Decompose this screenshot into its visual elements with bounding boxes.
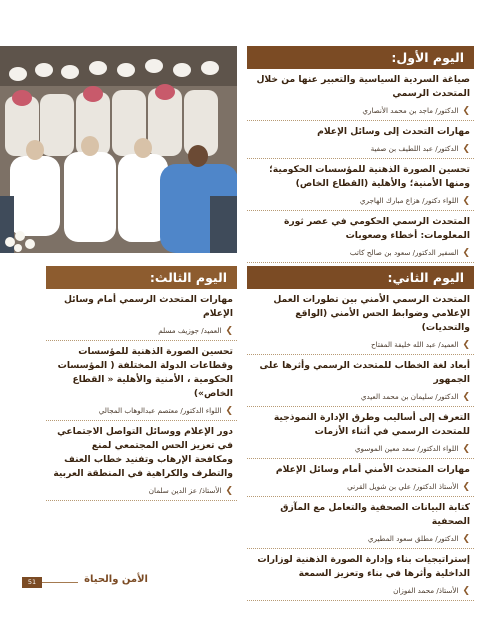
day1-session-1 <box>247 69 474 121</box>
session-speaker <box>247 390 474 406</box>
session-title: مهارات المتحدث الرسمي أمام وسائل الإعلام <box>63 294 233 319</box>
speaker-name: الدكتور/ سليمان بن محمد العيدي <box>360 392 459 401</box>
chevron-left-icon: ❯ <box>462 196 470 206</box>
speaker-name: الدكتور/ مطلق سعود المطيري <box>367 534 459 543</box>
chevron-left-icon: ❯ <box>462 144 470 154</box>
chevron-left-icon: ❯ <box>462 444 470 454</box>
chevron-left-icon: ❯ <box>462 248 470 258</box>
day2-session-1 <box>247 289 474 355</box>
chevron-left-icon: ❯ <box>225 486 233 496</box>
session-title: دور الإعلام ووسائل التواصل الاجتماعي في تعزيز الحس المجتمعي لمنع ومكافحة الإرهاب وتفنيد خطاب العنف والتطرف والكراهية في المنطقة العربية <box>53 426 233 479</box>
day2-session-4 <box>247 459 474 497</box>
session-title: إستراتيجيات بناء وإدارة الصورة الذهنية لوزارات الداخلية وأثرها في بناء وتعزيز السمعة <box>257 554 470 579</box>
day3-header: اليوم الثالث: <box>46 266 237 289</box>
day3-session-3 <box>46 421 237 501</box>
day2-section <box>247 266 474 601</box>
speaker-name: العميد/ عبد الله خليفة المفتاح <box>371 340 459 349</box>
speaker-name: الدكتور/ عبد اللطيف بن صفية <box>370 144 459 153</box>
speaker-name: اللواء دكتور/ هزاع مبارك الهاجري <box>359 196 459 205</box>
day1-header: اليوم الأول: <box>247 46 474 69</box>
speaker-name: اللواء الدكتور/ سعد معين الموسوي <box>354 444 459 453</box>
audience-illustration <box>0 46 237 253</box>
footer-divider <box>42 582 78 583</box>
day1-section <box>247 46 474 263</box>
day3-session-1 <box>46 289 237 341</box>
conference-audience-photo <box>0 46 237 253</box>
day1-session-4 <box>247 211 474 263</box>
session-speaker <box>247 442 474 458</box>
speaker-name: الأستاذ الدكتور/ علي بن شويل القرني <box>347 482 459 491</box>
page-number: 51 <box>22 577 42 588</box>
day3-session-2 <box>46 341 237 421</box>
session-speaker <box>46 484 237 500</box>
speaker-name: السفير الدكتور/ سعود بن صالح كاتب <box>349 248 459 257</box>
session-speaker <box>247 338 474 354</box>
chevron-left-icon: ❯ <box>462 586 470 596</box>
session-speaker <box>247 532 474 548</box>
session-title: أبعاد لغة الخطاب للمتحدث الرسمي وأثرها على الجمهور <box>259 360 470 385</box>
session-speaker <box>247 104 474 120</box>
session-title: التعرف إلى أساليب وطرق الإدارة النموذجية للمتحدث الرسمي في أثناء الأزمات <box>273 412 470 437</box>
day2-header: اليوم الثاني: <box>247 266 474 289</box>
chevron-left-icon: ❯ <box>462 392 470 402</box>
day1-session-2 <box>247 121 474 159</box>
session-speaker <box>247 142 474 158</box>
chevron-left-icon: ❯ <box>225 406 233 416</box>
chevron-left-icon: ❯ <box>225 326 233 336</box>
session-title: كتابة البيانات الصحفية والتعامل مع المآزق الصحفية <box>280 502 470 527</box>
day2-session-2 <box>247 355 474 407</box>
chevron-left-icon: ❯ <box>462 106 470 116</box>
session-speaker <box>46 404 237 420</box>
chevron-left-icon: ❯ <box>462 534 470 544</box>
session-title: المتحدث الرسمي الحكومي في عصر ثورة المعلومات: أخطاء وصعوبات <box>283 216 470 241</box>
session-title: مهارات المتحدث الأمني أمام وسائل الإعلام <box>275 464 470 475</box>
speaker-name: الأستاذ/ عز الدين سلمان <box>148 486 222 495</box>
session-speaker <box>247 194 474 210</box>
session-title: تحسين الصورة الذهنية للمؤسسات وقطاعات الدولة المختلفة ( المؤسسات الحكومية ، الأمنية والأهلية « القطاع الخاص») <box>57 346 233 399</box>
session-title: المتحدث الرسمي الأمني بين تطورات العمل الإعلامي وضوابط الحس الأمني (الواقع والتحديات) <box>273 294 470 333</box>
day2-session-3 <box>247 407 474 459</box>
day2-session-6 <box>247 549 474 601</box>
session-speaker <box>247 246 474 262</box>
day2-session-5 <box>247 497 474 549</box>
speaker-name: اللواء الدكتور/ معتصم عبدالوهاب المجالي <box>98 406 222 415</box>
session-speaker <box>247 480 474 496</box>
session-speaker <box>247 584 474 600</box>
session-speaker <box>46 324 237 340</box>
session-title: صياغة السردية السياسية والتعبير عنها من خلال المتحدث الرسمي <box>256 74 470 99</box>
chevron-left-icon: ❯ <box>462 482 470 492</box>
day1-session-3 <box>247 159 474 211</box>
speaker-name: الدكتور/ ماجد بن محمد الأنصاري <box>362 106 459 115</box>
chevron-left-icon: ❯ <box>462 340 470 350</box>
session-title: مهارات التحدث إلى وسائل الإعلام <box>317 126 470 137</box>
magazine-brand: الأمن والحياة <box>84 574 148 585</box>
session-title: تحسين الصورة الذهنية للمؤسسات الحكومية؛ ومنها الأمنية؛ والأهلية (القطاع الخاص) <box>269 164 470 189</box>
speaker-name: العميد/ جوزيف مسلم <box>158 326 222 335</box>
speaker-name: الأستاذ/ محمد الفوزان <box>393 586 459 595</box>
day3-section <box>46 266 237 501</box>
